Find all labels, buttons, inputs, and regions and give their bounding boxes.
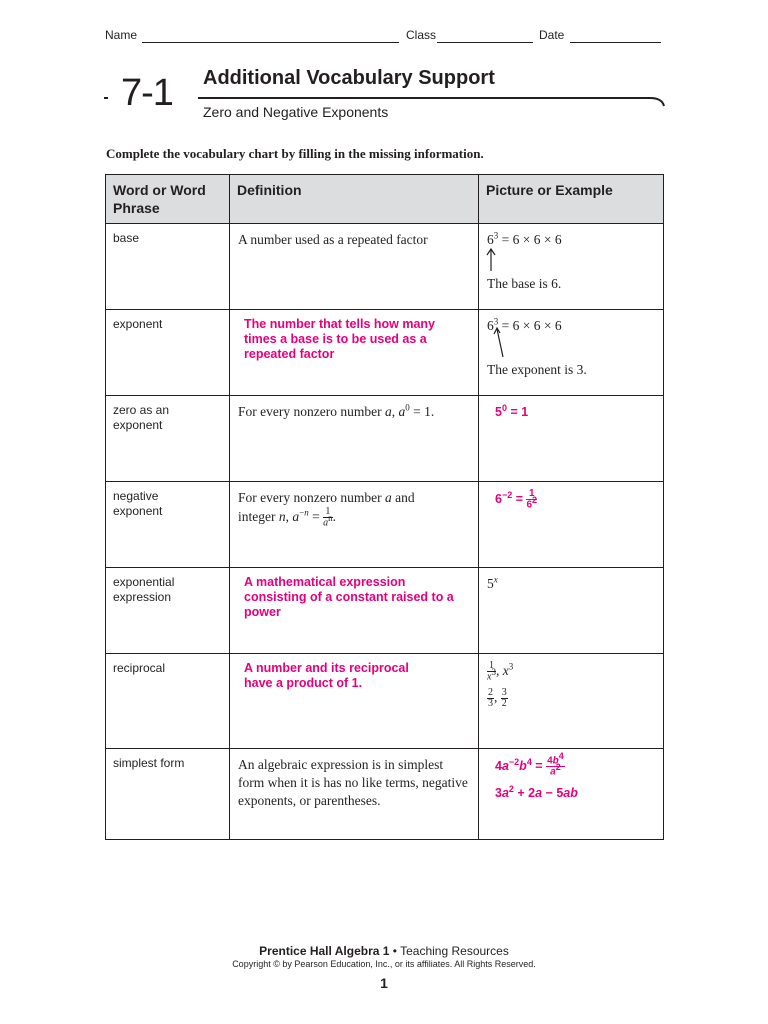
example-cell <box>479 482 664 568</box>
name-label: Name <box>105 28 138 42</box>
definition-cell: A number used as a repeated factor <box>230 224 479 310</box>
term-label: negative exponent <box>113 489 163 518</box>
definition-cell: A mathematical expression consisting of a constant raised to a power <box>230 568 479 654</box>
term-cell: reciprocal <box>106 654 230 749</box>
table-row <box>106 749 664 840</box>
reciprocal-example-2: $\frac{2}{3}$ , $\frac{3}{2}$ <box>488 687 507 710</box>
page-number: 1 <box>380 975 388 991</box>
base-example-expression: $6^3 = 6 \times 6 \times 6$ <box>487 230 562 247</box>
example-cell <box>479 224 664 310</box>
header-word <box>106 175 230 224</box>
header-definition: Definition <box>230 175 479 224</box>
zero-exponent-definition: For every nonzero number a, $a^0 = 1$. <box>238 402 435 419</box>
table-row <box>106 396 664 482</box>
simplest-form-example-1: $4a^{-2}b^4$ = $\frac{4b^4}{a^2}$ <box>495 751 564 778</box>
exponent-example-caption: The exponent is 3. <box>487 362 587 377</box>
exponential-expression-example: 5$^x$ <box>487 574 498 591</box>
definition-cell <box>230 396 479 482</box>
footer-book: Prentice Hall Algebra 1 <box>259 944 390 958</box>
simplest-form-example-2: $3a^2 + 2a - 5ab$ <box>495 783 578 800</box>
table-row <box>106 224 664 310</box>
lesson-subtitle: Zero and Negative Exponents <box>203 104 389 120</box>
term-cell: base <box>106 224 230 310</box>
term-label: exponential expression <box>113 575 175 604</box>
term-cell: simplest form <box>106 749 230 840</box>
header-word-label: Word or Word Phrase <box>113 182 206 216</box>
table-header-row <box>106 175 664 224</box>
definition-cell: An algebraic expression is in simplest form when it is has no like terms, negative exponents, or parentheses. <box>230 749 479 840</box>
exponent-example-expression: $6^3 = 6 \times 6 \times 6$ <box>487 316 562 333</box>
example-cell <box>479 654 664 749</box>
header-example: Picture or Example <box>479 175 664 224</box>
term-cell <box>106 482 230 568</box>
negative-exponent-example: $6^{-2}$ = $\frac{1}{6^2}$ <box>495 488 538 511</box>
footer-copyright: Copyright © by Pearson Education, Inc., or its affiliates. All Rights Reserved. <box>232 959 536 969</box>
example-cell <box>479 396 664 482</box>
definition-cell: The number that tells how many times a base is to be used as a repeated factor <box>230 310 479 396</box>
table-row <box>106 482 664 568</box>
definition-cell <box>230 482 479 568</box>
arrow-icon <box>485 248 497 272</box>
footer-section: Teaching Resources <box>400 944 509 958</box>
example-cell <box>479 568 664 654</box>
class-label: Class <box>406 28 437 42</box>
term-cell <box>106 568 230 654</box>
term-label: zero as an exponent <box>113 403 170 432</box>
date-label: Date <box>539 28 565 42</box>
arrow-icon <box>491 326 507 358</box>
footer-bullet: • <box>392 944 401 958</box>
footer-credit <box>0 944 768 958</box>
term-cell: exponent <box>106 310 230 396</box>
lesson-number: 7-1 <box>121 72 173 114</box>
reciprocal-example-1: $\frac{1}{x^3}$ , $x^3$ <box>487 660 514 683</box>
base-example-caption: The base is 6. <box>487 276 562 291</box>
example-cell <box>479 749 664 840</box>
lesson-title: Additional Vocabulary Support <box>203 67 495 89</box>
zero-exponent-example: $5^0 = 1$ <box>495 402 529 419</box>
vocabulary-chart <box>105 174 664 840</box>
definition-cell <box>230 654 479 749</box>
table-row <box>106 654 664 749</box>
example-cell <box>479 310 664 396</box>
table-row <box>106 568 664 654</box>
table-row <box>106 310 664 396</box>
term-cell <box>106 396 230 482</box>
instructions: Complete the vocabulary chart by filling in the missing information. <box>106 146 484 161</box>
negative-exponent-definition: For every nonzero number a and integer n, $a^{-n}$ = $\frac{1}{a^n}$ . <box>238 490 415 529</box>
reciprocal-definition: A number and its reciprocal have a product of 1. <box>244 661 409 690</box>
